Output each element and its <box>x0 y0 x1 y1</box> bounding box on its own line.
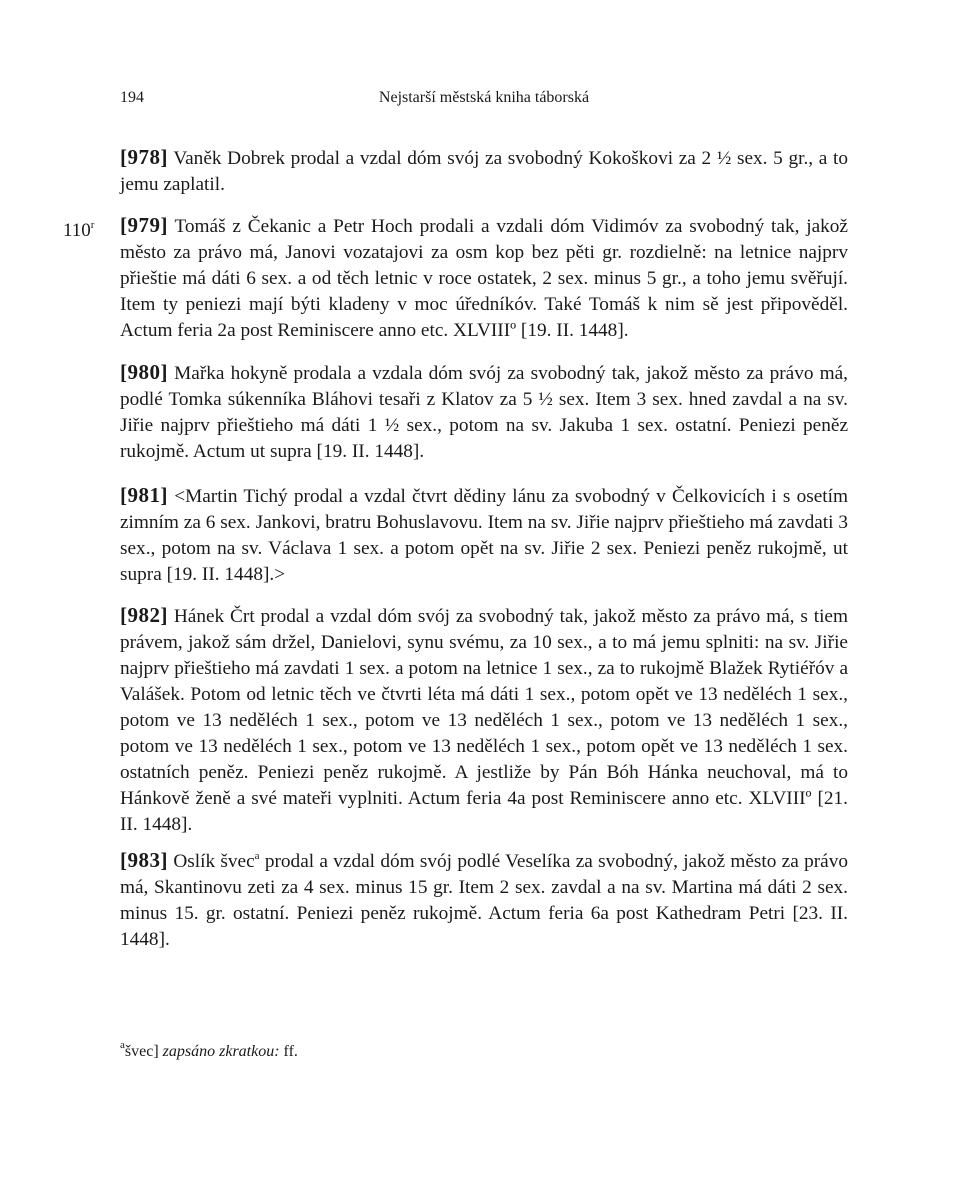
entry-978 <box>120 144 848 198</box>
folio-margin-note <box>63 212 94 244</box>
entry-text: Vaněk Dobrek prodal a vzdal dóm svój za svobodný Kokoškovi za 2 ½ sex. 5 gr., a to jemu zaplatil. <box>120 148 848 195</box>
entry-number: [982] <box>120 603 168 627</box>
entry-text: Hánek Črt prodal a vzdal dóm svój za svobodný tak, jakož město za právo má, s tiem právem, jakož sám držel, Danielovi, synu svému, za 10 sex., a to má jemu splniti: na sv. Jiřie najprv přieštieho má zavdati 1 sex. a potom na letnice 1 sex., za to rukojmě Blažek Rytiéřóv a Valášek. Potom od letnic těch ve čtvrti léta má dáti 1 sex., potom opět ve 13 neděléch 1 sex., potom ve 13 neděléch 1 sex., potom ve 13 neděléch 1 sex., potom ve 13 neděléch 1 sex., potom ve 13 neděléch 1 sex., potom ve 13 neděléch 1 sex., potom opět ve 13 neděléch 1 sex. ostatních peněz. Peniezi peněz rukojmě. A jestliže by Pán Bóh Hánka neuchoval, má to Hánkově ženě a své mateři vyplniti. Actum feria 4a post Reminiscere anno etc. XLVIIIº [21. II. 1448]. <box>120 606 848 835</box>
entry-number: [983] <box>120 848 168 872</box>
running-title: Nejstarší městská kniha táborská <box>378 89 590 106</box>
entry-982 <box>120 602 848 838</box>
entry-980 <box>120 359 848 465</box>
entry-text-after-note: prodal a vzdal dóm svój podlé Veselíka za svobodný, jakož město za právo má, Skantinovu zeti za 4 sex. minus 15 gr. Item 2 sex. zavdal a na sv. Martina má dáti 2 sex. minus 15. gr. ostatní. Peniezi peněz rukojmě. Actum feria 6a post Kathedram Petri [23. II. 1448]. <box>120 851 848 950</box>
running-header <box>120 89 848 113</box>
entry-number: [981] <box>120 483 168 507</box>
footnote-reference: a <box>254 850 260 862</box>
folio-number: 110 <box>63 220 91 241</box>
footnote-marker: a <box>120 1039 125 1051</box>
footnote-note-italic: zapsáno zkratkou: <box>162 1043 280 1060</box>
entry-979 <box>120 212 848 344</box>
footnote-note-plain: ff. <box>279 1043 298 1060</box>
entry-number: [980] <box>120 360 168 384</box>
entry-text: Tomáš z Čekanic a Petr Hoch prodali a vzdali dóm Vidimóv za svobodný tak, jakož město za právo má, Janovi vozatajovi za osm kop bez pěti gr. rozdielně: na letnice najprv přieštie má dáti 6 sex. a od těch letnic v roce ostatek, 2 sex. minus 5 gr., a toho jemu svěřují. Item ty peniezi mají býti kladeny v moc úředníkóv. Také Tomáš k nim sě jest připověděl. Actum feria 2a post Reminiscere anno etc. XLVIIIº [19. II. 1448]. <box>120 216 848 341</box>
folio-side: r <box>90 219 95 231</box>
entry-text-before-note: Oslík švec <box>173 851 255 872</box>
entry-number: [978] <box>120 145 168 169</box>
entry-text: <Martin Tichý prodal a vzdal čtvrt dědiny lánu za svobodný v Čelkovicích i s osetím zimním za 6 sex. Jankovi, bratru Bohuslavovu. Item na sv. Jiřie najprv přieštieho má zavdati 3 sex., potom na sv. Václava 1 sex. a potom opět na sv. Jiřie 2 sex. Peniezi peněz rukojmě, ut supra [19. II. 1448].> <box>120 486 848 585</box>
entry-983 <box>120 847 848 953</box>
entry-number: [979] <box>120 213 168 237</box>
entry-text: Mařka hokyně prodala a vzdala dóm svój za svobodný tak, jakož město za právo má, podlé Tomka súkenníka Bláhovi tesaři z Klatov za 5 ½ sex. Item 3 sex. hned zavdal a na sv. Jiřie najprv přieštieho má dáti 1 ½ sex., potom na sv. Jakuba 1 sex. ostatní. Peniezi peněz rukojmě. Actum ut supra [19. II. 1448]. <box>120 363 849 462</box>
entry-981 <box>120 482 848 588</box>
footnote <box>120 1041 848 1063</box>
page-number: 194 <box>120 89 144 106</box>
footnote-lemma: švec] <box>124 1043 159 1060</box>
